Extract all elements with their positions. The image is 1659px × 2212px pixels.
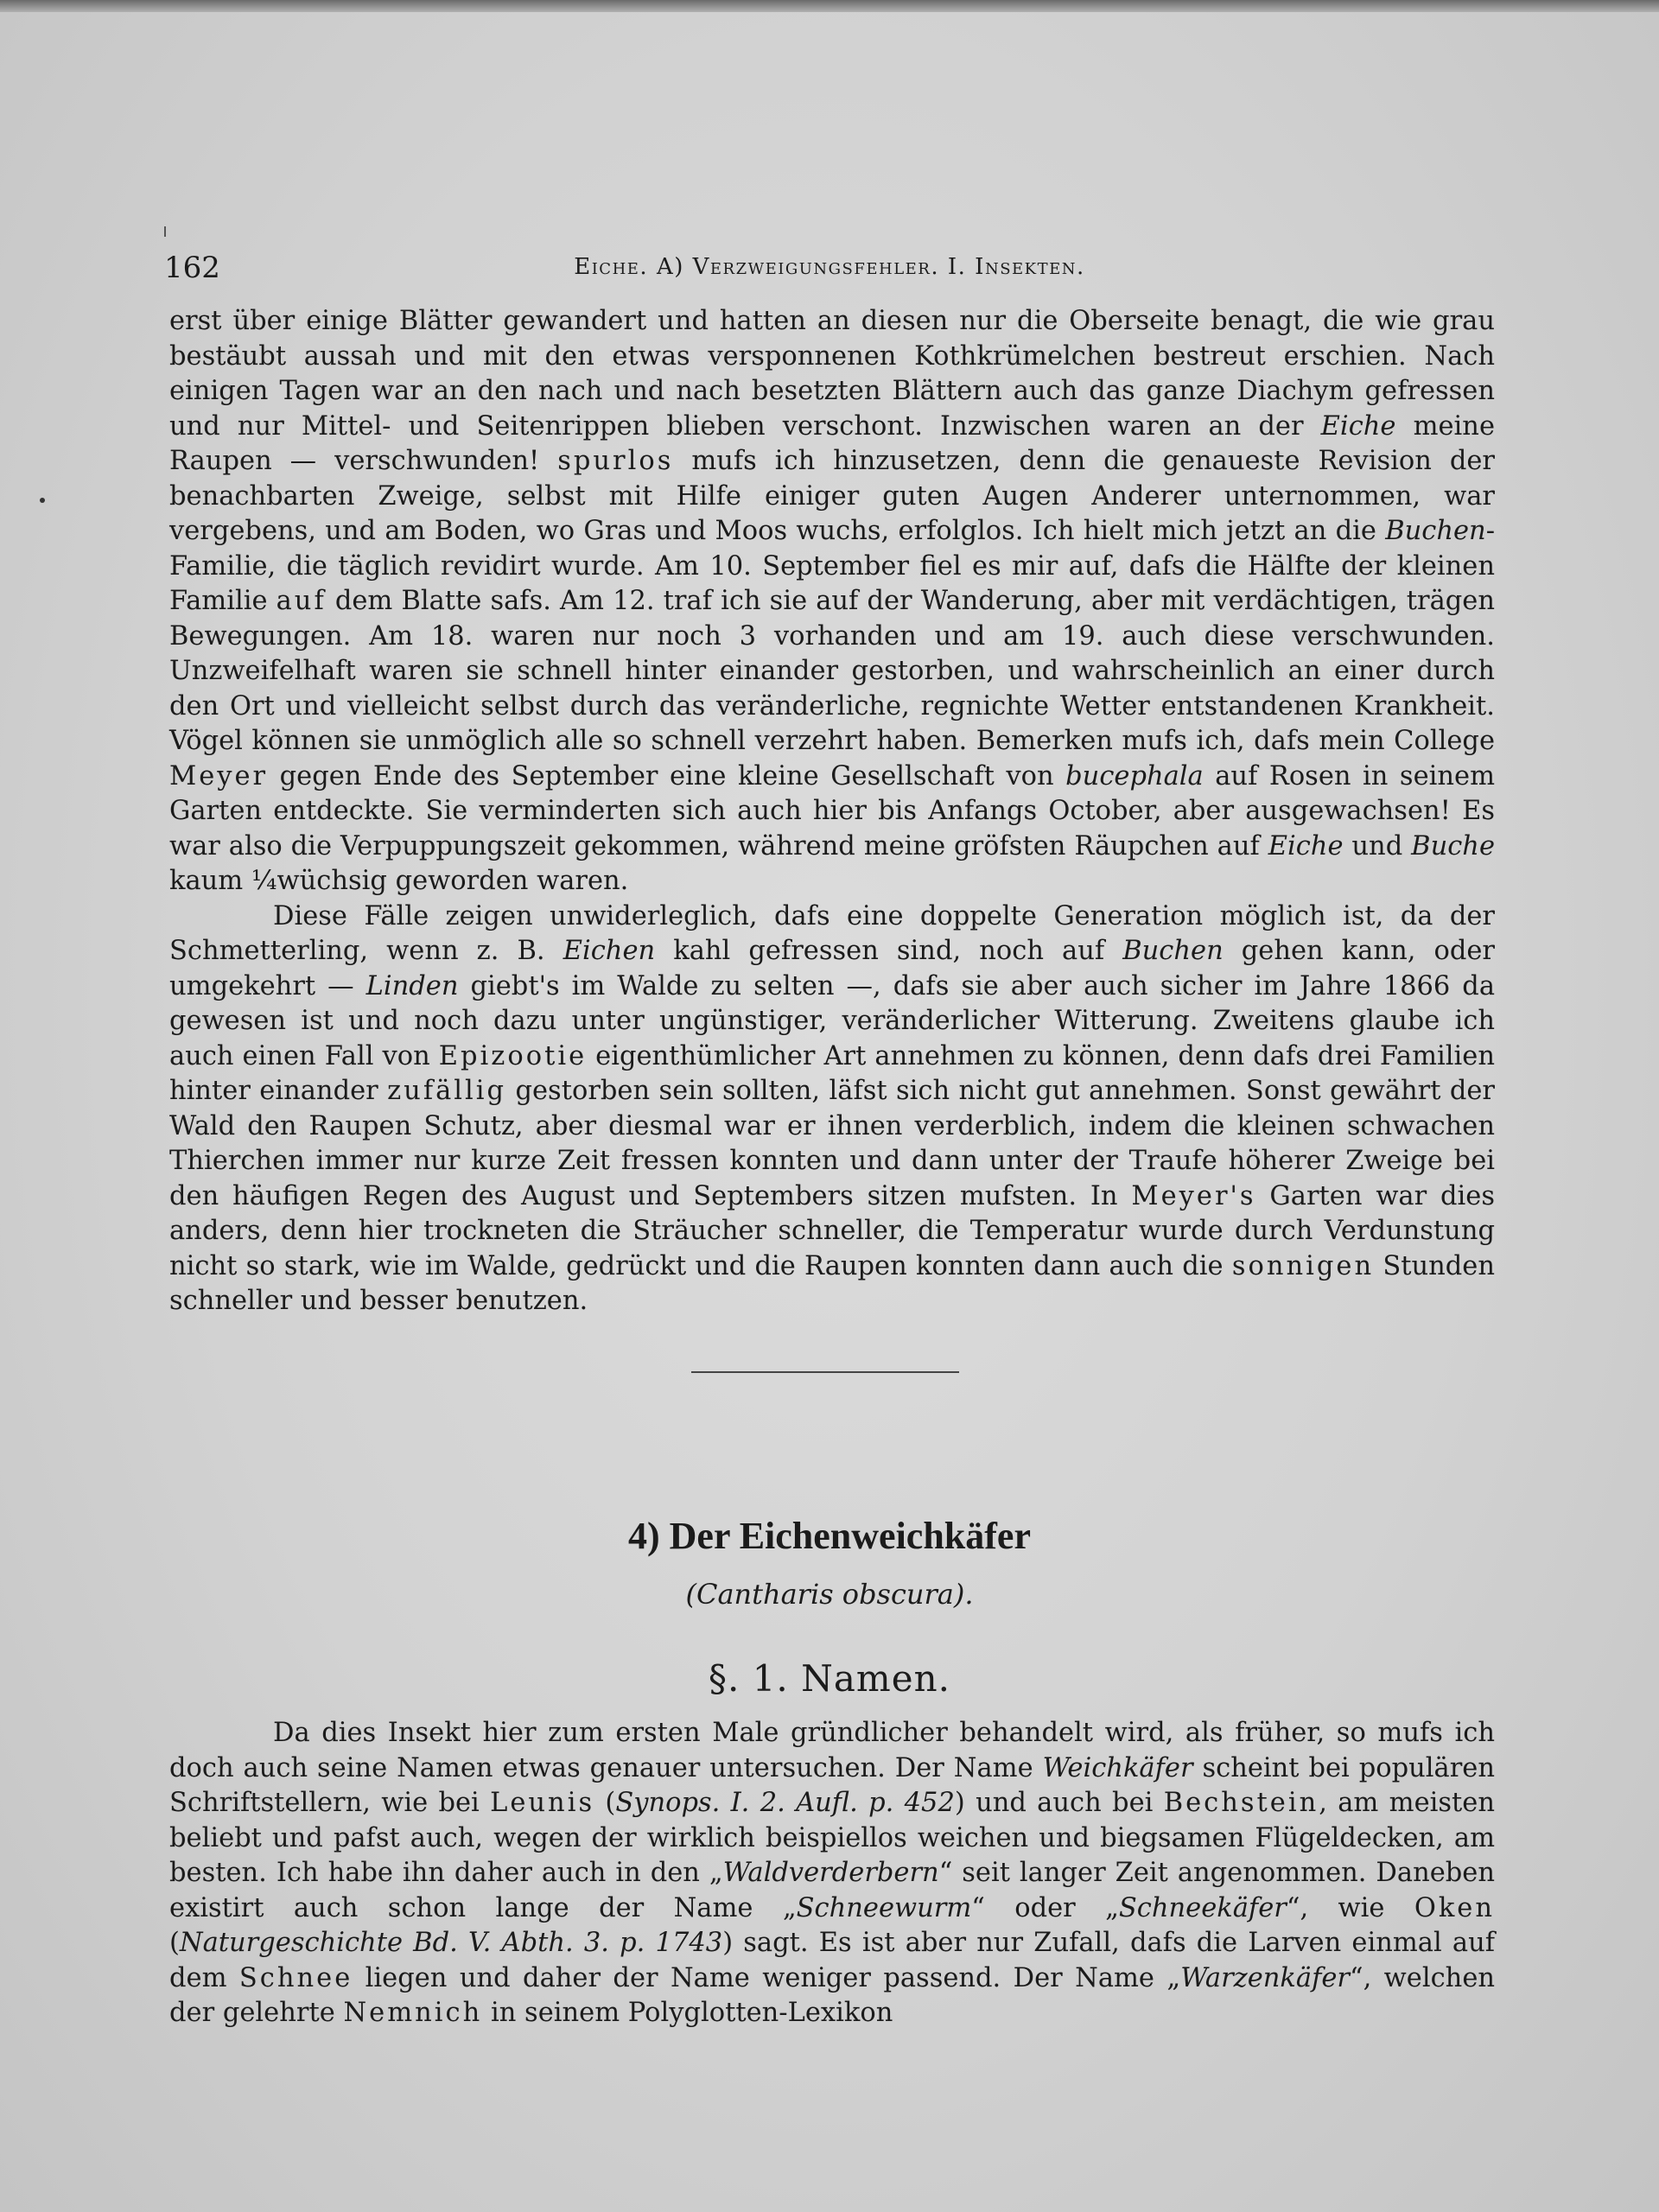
text-run: ( xyxy=(594,1788,616,1818)
text-block-continued xyxy=(169,304,1495,1319)
text-run: erst über einige Blätter gewandert und hatten an diesen nur die Oberseite benagt, die wie grau bestäubt aussah und mit den etwas versponnenen Kothkrümelchen bestreut erschien. Nach einigen Tagen war an den nach und nach besetzten Blättern auch das ganze Diachym gefressen und nur Mittel- und Seitenrippen blieben verschont. Inzwischen waren an der xyxy=(169,306,1495,442)
italic-run: Eiche xyxy=(1268,830,1344,861)
text-run: liegen und daher der Name weniger passend. Der Name „ xyxy=(353,1962,1181,1993)
paragraph-heading: §. 1. Namen. xyxy=(709,1657,950,1700)
italic-run: Weichkäfer xyxy=(1042,1752,1193,1783)
text-run: Garten war dies anders, denn hier trockneten die Sträucher schneller, die Temperatur wurde durch Verdunstung nicht so stark, wie im Walde, gedrückt und die Raupen konnten dann auch die xyxy=(169,1180,1496,1281)
scan-mark xyxy=(164,226,166,237)
text-run: “ oder „ xyxy=(971,1892,1119,1923)
spaced-run: Nemnich xyxy=(343,1998,483,2028)
text-block-namen xyxy=(169,1716,1495,2031)
paragraph xyxy=(169,304,1495,899)
text-run: gestorben sein sollten, läfst sich nicht gut annehmen. Sonst gewährt der Wald den Raupen Schutz, aber diesmal war er ihnen verderblich, indem die kleinen schwachen Thierchen immer nur kurze Zeit fressen konnten und dann unter der Traufe höherer Zweige bei den häufigen Regen des August und Septembers sitzen mufsten. In xyxy=(169,1076,1495,1211)
italic-run: Synops. I. 2. Aufl. p. 452 xyxy=(615,1788,955,1818)
scan-top-edge xyxy=(0,0,1659,12)
spaced-run: spurlos xyxy=(557,446,674,476)
text-run: giebt's im Walde zu selten —, dafs sie aber auch sicher im Jahre 1866 da gewesen ist und noch dazu unter ungünstiger, veränderlicher Witterung. Zweitens glaube ich auch einen Fall von xyxy=(169,970,1496,1071)
text-run: scheint bei populären Schriftstellern, wie bei xyxy=(169,1752,1495,1818)
spaced-run: Meyer xyxy=(169,760,269,791)
text-run: -Familie, die täglich revidirt wurde. Am 10. September fiel es mir auf, dafs die Hälfte der kleinen Familie xyxy=(169,516,1495,616)
italic-run: Schneewurm xyxy=(796,1892,972,1923)
italic-run: Naturgeschichte Bd. V. Abth. 3. p. 1743 xyxy=(179,1928,723,1958)
running-title: Eiche. A) Verzweigungsfehler. I. Insekten. xyxy=(574,254,1085,280)
spaced-run: Leunis xyxy=(490,1788,595,1818)
text-run: kahl gefressen sind, noch auf xyxy=(655,936,1123,966)
italic-run: Buche xyxy=(1411,830,1495,861)
italic-run: Warzenkäfer xyxy=(1180,1962,1350,1993)
page-number: 162 xyxy=(164,251,220,285)
text-run: Stunden schneller und besser benutzen. xyxy=(169,1250,1495,1316)
text-run: mufs ich hinzusetzen, denn die genaueste Revision der benachbarten Zweige, selbst mit Hilfe einiger guten Augen Anderer unternommen, war vergebens, und am Boden, wo Gras und Moos wuchs, erfolglos. Ich hielt mich jetzt an die xyxy=(169,446,1495,546)
page-header xyxy=(164,251,1495,294)
spaced-run: Schnee xyxy=(238,1962,353,1993)
spaced-run: Oken xyxy=(1414,1892,1495,1923)
text-run: eigenthümlicher Art annehmen zu können, denn dafs drei Familien hinter einander xyxy=(169,1040,1495,1106)
spaced-run: zufällig xyxy=(387,1076,507,1106)
text-run: ( xyxy=(169,1928,180,1958)
section-title: 4) Der Eichenweichkäfer xyxy=(628,1515,1031,1557)
italic-run: Waldverderbern xyxy=(722,1858,939,1888)
spaced-run: auf xyxy=(276,586,327,616)
scan-dot xyxy=(40,498,45,503)
text-run: “, wie xyxy=(1286,1892,1414,1923)
text-run: gehen kann, oder umgekehrt — xyxy=(169,936,1495,1001)
spaced-run: Bechstein xyxy=(1163,1788,1319,1818)
italic-run: Buchen xyxy=(1385,516,1486,546)
paragraph xyxy=(169,899,1495,1319)
italic-run: Eichen xyxy=(563,936,656,966)
text-run: “ seit langer Zeit angenommen. Daneben existirt auch schon lange der Name „ xyxy=(169,1858,1495,1923)
italic-run: Schneekäfer xyxy=(1118,1892,1287,1923)
spaced-run: Meyer's xyxy=(1131,1180,1256,1211)
text-run: ) und auch bei xyxy=(954,1788,1164,1818)
text-run: gegen Ende des September eine kleine Gesellschaft von xyxy=(268,760,1066,791)
section-subtitle: (Cantharis obscura). xyxy=(685,1578,974,1611)
text-run: dem Blatte safs. Am 12. traf ich sie auf der Wanderung, aber mit verdächtigen, trägen Bewegungen. Am 18. waren nur noch 3 vorhanden und am 19. auch diese verschwunden. Unzweifelhaft waren sie schnell hinter einander gestorben, und wahrscheinlich an einer durch den Ort und vielleicht selbst durch das veränderliche, regnichte Wetter entstandenen Krankheit. Vögel können sie unmöglich alle so schnell verzehrt haben. Bemerken mufs ich, dafs mein College xyxy=(169,586,1495,756)
text-run: Da dies Insekt hier zum ersten Male gründlicher behandelt wird, als früher, so mufs ich doch auch seine Namen etwas genauer untersuchen. Der Name xyxy=(169,1718,1495,1783)
text-run: meine Raupen — verschwunden! xyxy=(169,410,1495,476)
spaced-run: Epizootie xyxy=(438,1040,588,1071)
italic-run: Buchen xyxy=(1122,936,1224,966)
text-run: “, welchen der gelehrte xyxy=(169,1962,1496,2028)
section-divider xyxy=(691,1371,959,1373)
text-run: ) sagt. Es ist aber nur Zufall, dafs die Larven einmal auf dem xyxy=(169,1928,1496,1993)
italic-run: bucephala xyxy=(1065,760,1204,791)
italic-run: Eiche xyxy=(1320,410,1396,442)
text-run: in seinem Polyglotten-Lexikon xyxy=(482,1998,893,2028)
text-run: auf Rosen in seinem Garten entdeckte. Sie verminderten sich auch hier bis Anfangs October, aber ausgewachsen! Es war also die Verpuppungszeit gekommen, während meine gröfsten Räupchen auf xyxy=(169,760,1495,861)
text-run: kaum ¼wüchsig geworden waren. xyxy=(169,866,629,896)
text-run: und xyxy=(1343,830,1412,861)
text-run: , am meisten beliebt und pafst auch, wegen der wirklich beispiellos weichen und biegsamen Flügeldecken, am besten. Ich habe ihn daher auch in den „ xyxy=(169,1788,1495,1888)
italic-run: Linden xyxy=(365,970,459,1001)
spaced-run: sonnigen xyxy=(1231,1250,1375,1281)
paragraph xyxy=(169,1716,1495,2031)
text-run: Diese Fälle zeigen unwiderleglich, dafs eine doppelte Generation möglich ist, da der Schmetterling, wenn z. B. xyxy=(169,900,1495,966)
